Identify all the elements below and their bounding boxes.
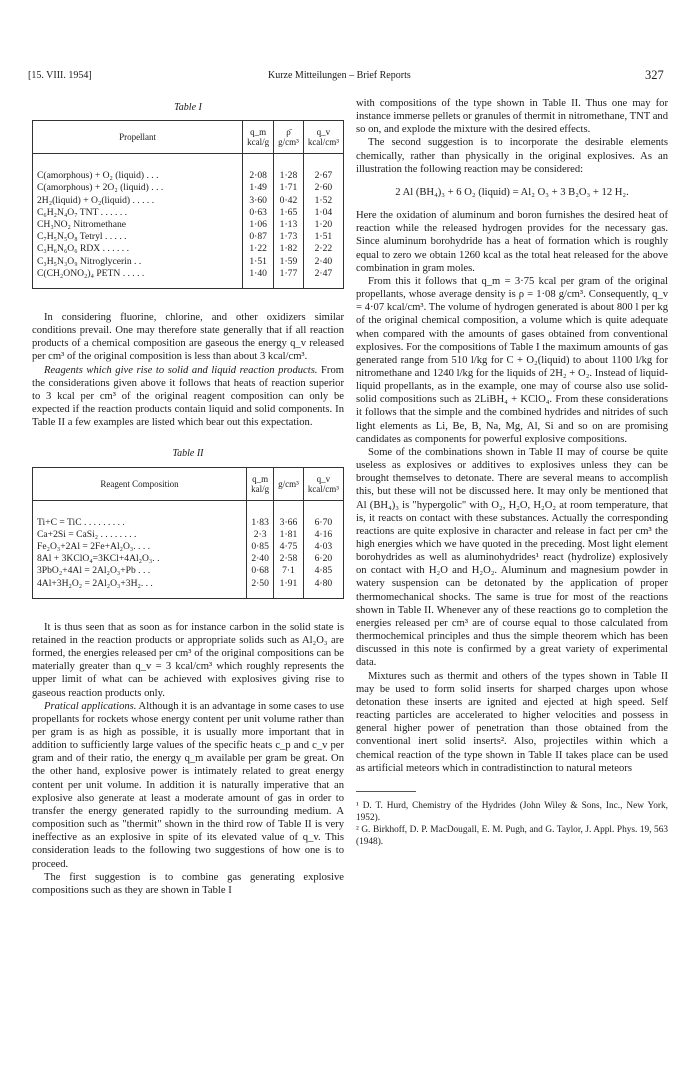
table2-qm-cell: 2·40: [251, 553, 269, 565]
table2-qv-cell: 6·20: [314, 553, 333, 565]
table1-qv-cell: 1·20: [314, 218, 333, 230]
table1-qv-cell: 2·40: [314, 255, 333, 267]
table2-qm-values: [247, 500, 274, 598]
table2-qm-cell: 2·50: [251, 577, 269, 589]
table1-qv-cell: 1·51: [314, 231, 333, 243]
reaction-equation: 2 Al (BH₄)₃ + 6 O₂ (liquid) = Al₂ O₃ + 3 B₂O₃ + 12 H₂.: [395, 186, 629, 198]
table2-composition-name: Ca+2Si = CaSi₂ . . . . . . . .: [37, 528, 137, 540]
right-column: [356, 97, 668, 848]
table2-qv-cell: 4·03: [314, 540, 333, 552]
table2-composition-name: Fe₂O₃+2Al = 2Fe+Al₂O₃. . . .: [37, 540, 151, 552]
table1-rho-cell: 0·42: [279, 194, 298, 206]
table2-head-qv: q_v kcal/cm³: [303, 467, 343, 500]
table2-rho-cell: 1·81: [279, 528, 298, 540]
table1-propellants: [33, 154, 243, 289]
left-para-2: [32, 364, 344, 430]
table1-qm-values: [243, 154, 274, 289]
table1-rho-cell: 1·59: [279, 255, 298, 267]
left-para-4-text: Although it is an advantage in some cases to use propellants for rockets whose energy content per unit volume rather than per gram is as high as possible, it is usually more important that in addition to sufficiently large values of the specific heats c_p and c_v per gram and of their ratio, the energy q_m available per gram be great. On the other hand, explosive power is intimately related to great energy content per unit volume. In addition it is naturally imperative that an explosive also generate at least a moderate amount of gas in order to transfer the energy generated rapidly to the surrounding medium. A composition such as "thermit" shown in the third row of Table II is very ineffective as an explosive in spite of its elevated value of q_v. This consideration leads to the following two suggestions of how one is to proceed.: [32, 700, 344, 870]
table1-qv-cell: 2·60: [314, 182, 333, 194]
table2-composition-name: 4Al+3H₂O₂ = 2Al₂O₃+3H₂. . .: [37, 577, 153, 589]
table2: [32, 467, 344, 599]
right-para-3: Here the oxidation of aluminum and boron furnishes the desired heat of reaction while the released hydrogen provides for the necessary gas. Since aluminum borohydride has a heat of formation which is roughly equal to zero we obtain 1260 kcal as the total heat released for the above combination in gram moles.: [356, 210, 668, 274]
table2-qm-cell: 0·68: [251, 565, 269, 577]
right-para-5: Some of the combinations shown in Table II may of course be quite useless as explosives or additives to explosives unless they can be brought themselves to detonate. There are several means to accomplish this, but these will not be discussed here. It may only be mentioned that Al (BH₄)₃ is "hypergolic" with O₂, H₂O, H₂O₂ at room temperature, that is, it reacts on contact with these substances. Actually the corresponding reactions are quite explosive in character and release in fact per cm³ the high energies which we have quoted in the preceding. Most light element borohydrides as well as aluminohydrides¹ react (hydrolize) explosively on contact with H₂O and H₂O₂. Aluminum and magnesium powder in watery suspension can be detonated by the application of proper thermomechanical shocks. The same is true for most of the reactions shown in Table II. Whenever any of these reactions go to completion the energies released per cm³ are of course equal to those calculated from thermochemical principles and thus the simple theorem which has been discussed in this note is confirmed by a great variety of experimental data.: [356, 446, 668, 669]
table2-qm-cell: 2·3: [253, 528, 267, 540]
table1-propellant-name: C(amorphous) + 2O₂ (liquid) . . .: [37, 182, 164, 194]
table1-rho-cell: 1·82: [279, 243, 298, 255]
left-para-2-heading: Reagents which give rise to solid and liquid reaction products.: [44, 364, 318, 376]
table2-rho-cell: 1·91: [279, 577, 298, 589]
table2-composition-name: Ti+C = TiC . . . . . . . . .: [37, 516, 125, 528]
table2-composition-name: 8Al + 3KClO₄=3KCl+4Al₂O₃. .: [37, 553, 160, 565]
right-para-2: The second suggestion is to incorporate the desirable elements chemically, rather than physically in the original explosives. As an illustration the following reaction may be considered:: [356, 137, 668, 175]
left-column: [32, 97, 344, 897]
table1-propellant-name: C₇H₅N₅O₈ Tetryl . . . . .: [37, 231, 127, 243]
left-para-4-heading: Pratical applications.: [44, 700, 137, 712]
table2-qm-cell: 0·85: [251, 540, 269, 552]
table1-qm-cell: 1·40: [249, 267, 267, 279]
table2-head-qm: q_m kal/g: [247, 467, 274, 500]
table1-qm-cell: 1·51: [249, 255, 267, 267]
table1-rho-cell: 1·77: [279, 267, 298, 279]
left-para-3: It is thus seen that as soon as for instance carbon in the solid state is retained in the reaction products or appropriate solids such as Al₂O₃ are formed, the energies released per cm³ of the original compositions can be materially greater than q_v = 3 kcal/cm³ which roughly represents the upper limit of what can be achieved with explosives giving rise to gaseous reaction products only.: [32, 621, 344, 699]
footnote-2: ² G. Birkhoff, D. P. MacDougall, E. M. Pugh, and G. Taylor, J. Appl. Phys. 19, 563 (1948).: [356, 824, 668, 847]
table1-rho-cell: 1·71: [279, 182, 298, 194]
table2-composition-name: 3PbO₂+4Al = 2Al₂O₃+Pb . . .: [37, 565, 151, 577]
table1-rho-cell: 1·73: [279, 231, 298, 243]
table1-qv-cell: 2·67: [314, 170, 333, 182]
table1-head-propellant: Propellant: [33, 121, 243, 154]
table1-qv-cell: 1·04: [314, 206, 333, 218]
table1: [32, 120, 344, 289]
right-para-6: Mixtures such as thermit and others of the types shown in Table II may be used to form solid inserts for sharped charges upon whose detonation these inserts are ignited and ejected at high speed. Self reacting particles are accelerated to higher velocities and possess in general higher power of penetration than those obtained from the conventional inert solid inserts². Also, projectiles within which a chemical reaction of the type shown in Table II takes place can be used as artificial meteors which in contradistinction to natural meteors: [356, 670, 668, 774]
table1-qv-values: [303, 154, 343, 289]
footnote-rule: [356, 791, 416, 792]
table1-qv-cell: 2·47: [314, 267, 333, 279]
table2-head-composition: Reagent Composition: [33, 467, 247, 500]
running-title: Kurze Mitteilungen – Brief Reports: [268, 70, 411, 81]
table1-rho-cell: 1·65: [279, 206, 298, 218]
table2-qv-values: [303, 500, 343, 598]
table1-propellant-name: CH₃NO₂ Nitromethane: [37, 218, 127, 230]
table1-rho-values: [274, 154, 304, 289]
table1-propellant-name: C(CH₂ONO₂)₄ PETN . . . . .: [37, 267, 145, 279]
table1-rho-cell: 1·13: [279, 218, 298, 230]
table1-qm-cell: 3·60: [249, 194, 267, 206]
table2-rho-cell: 2·58: [279, 553, 298, 565]
table1-head-qv: q_v kcal/cm³: [303, 121, 343, 154]
footnote-1: ¹ D. T. Hurd, Chemistry of the Hydrides (John Wiley & Sons, Inc., New York, 1952).: [356, 800, 668, 823]
table2-qv-cell: 4·80: [314, 577, 333, 589]
table1-propellant-name: C(amorphous) + O₂ (liquid) . . .: [37, 170, 159, 182]
table2-rho-cell: 7·1: [282, 565, 295, 577]
table1-qm-cell: 0·87: [249, 231, 267, 243]
table2-caption: Table II: [172, 448, 204, 460]
table2-qv-cell: 4·85: [314, 565, 333, 577]
table1-propellant-name: C₃H₆N₆O₆ RDX . . . . . .: [37, 243, 129, 255]
table1-head-qm: q_m kcal/g: [243, 121, 274, 154]
table2-head-rho: g/cm³: [274, 467, 304, 500]
left-para-1: In considering fluorine, chlorine, and other oxidizers similar conditions prevail. One may therefore state generally that if all reaction products of a chemical composition are gaseous the energy q_v released per cm³ of the original composition is less than about 3 kcal/cm³.: [32, 311, 344, 363]
table1-qm-cell: 2·08: [249, 170, 267, 182]
table2-qv-cell: 4·16: [314, 528, 333, 540]
table1-propellant-name: C₆H₂N₄O₇ TNT . . . . . .: [37, 206, 128, 218]
table2-rho-cell: 3·66: [279, 516, 298, 528]
table1-qm-cell: 1·22: [249, 243, 267, 255]
table1-qm-cell: 1·06: [249, 218, 267, 230]
left-para-4: [32, 700, 344, 871]
table2-rho-cell: 4·75: [279, 540, 298, 552]
table2-qm-cell: 1·83: [251, 516, 269, 528]
right-para-1: with compositions of the type shown in Table II. Thus one may for instance immerse pellets or granules of thermit in nitromethane, TNT and so on, and explode the mixture with the desired effects.: [356, 98, 668, 136]
table1-propellant-name: 2H₂(liquid) + O₂(liquid) . . . . .: [37, 194, 155, 206]
table2-compositions: [33, 500, 247, 598]
header-date: [15. VIII. 1954]: [28, 70, 92, 81]
left-para-2-text: From the considerations given above it follows that heats of reaction superior to 3 kcal per cm³ of the original reagent composition can only be expected if the reaction products contain liquid and solid components. In Table II a few examples are listed which bear out this expectation.: [32, 364, 344, 429]
table1-caption: Table I: [174, 102, 202, 113]
table2-rho-values: [274, 500, 304, 598]
right-para-4: From this it follows that q_m = 3·75 kcal per gram of the original propellants, whose average density is ρ = 1·08 g/cm³. Consequently, q_v = 4·07 kcal/cm³. The volume of hydrogen generated is about 800 l per kg of the original chemical composition, a volume which is quite adequate when compared with the amounts of gases obtained from conventional explosives. For the compositions of Table I the maximum amounts of gas generated range from 510 l/kg for C + O₂(liquid) to about 1100 l/kg for nitromethane and 1240 l/kg for the liquids of 2H₂ + O₂. Instead of liquid-liquid propellants, as in the example, one may of course also use solid-solid compositions such as 2LiBH₄ + KClO₄. From these considerations it follows that the simple and the combined hydrides and nitrides of such light elements as Li, Be, B, Na, Mg, Al, Si and so on are promising candidates as components for powerful explosive compositions.: [356, 275, 668, 445]
table1-qm-cell: 1·49: [249, 182, 267, 194]
table1-qm-cell: 0·63: [249, 206, 267, 218]
table1-qv-cell: 1·52: [314, 194, 333, 206]
table1-rho-cell: 1·28: [279, 170, 298, 182]
left-para-5: The first suggestion is to combine gas generating explosive compositions such as they are shown in Table I: [32, 871, 344, 896]
table1-qv-cell: 2·22: [314, 243, 333, 255]
table1-head-rho: ρ̄ g/cm³: [274, 121, 304, 154]
page-number: 327: [645, 68, 664, 82]
table1-propellant-name: C₃H₅N₃O₉ Nitroglycerin . .: [37, 255, 142, 267]
table2-qv-cell: 6·70: [314, 516, 333, 528]
